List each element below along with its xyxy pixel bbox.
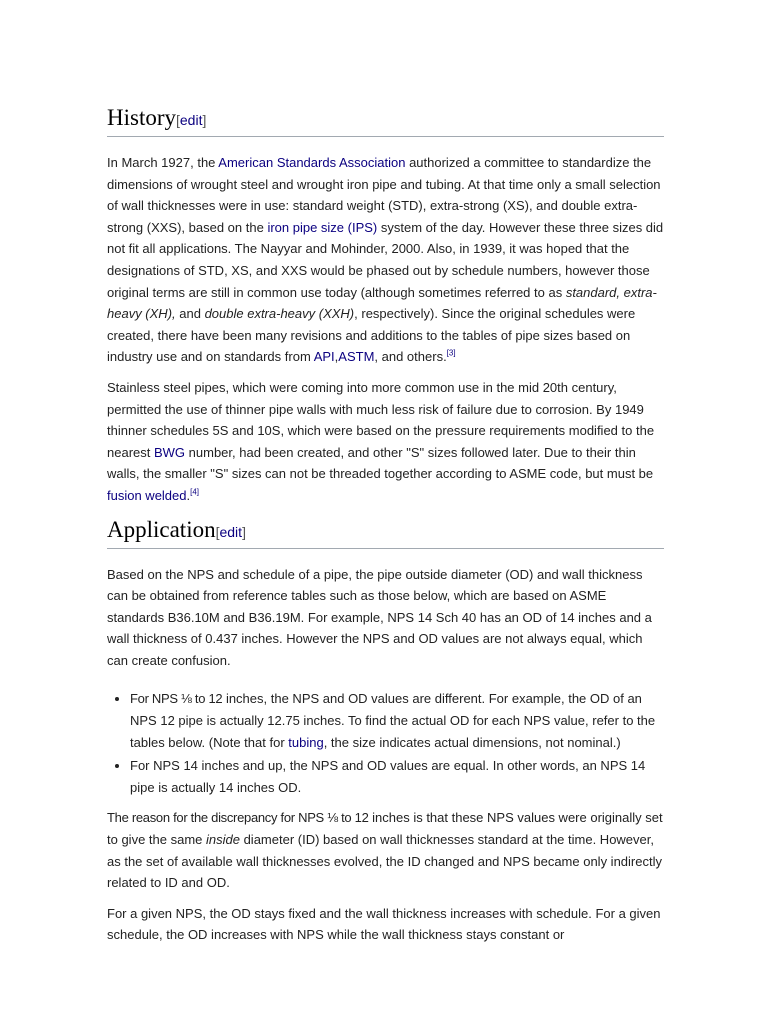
astm-link[interactable]: ASTM bbox=[338, 349, 375, 365]
application-heading-text: Application bbox=[107, 516, 216, 542]
fusion-welded-link[interactable]: fusion welded bbox=[107, 487, 187, 503]
history-heading bbox=[107, 104, 664, 137]
list-item: • For NPS ⅛ to 12 inches, the NPS and OD values are different. For example, the OD of an NPS 12 pipe is actually 12.75 inches. To find the actual OD for each NPS value, refer to the tables below. (Note that for tubing, the size indicates actual dimensions, not nominal.) bbox=[130, 688, 664, 753]
application-heading bbox=[107, 516, 664, 549]
history-paragraph-1: In March 1927, the American Standards Association authorized a committee to standardize the dimensions of wrought steel and wrought iron pipe and tubing. At that time only a small selection of wall thicknesses were in use: standard weight (STD), extra-strong (XS), and double extra-strong (XXS), based on the iron pipe size (IPS) system of the day. However these three sizes did not fit all applications. The Nayyar and Mohinder, 2000. Also, in 1939, it was hoped that the designations of STD, XS, and XXS would be phased out by schedule numbers, however those original terms are still in common use today (although sometimes referred to as standard, extra-heavy (XH), and double extra-heavy (XXH), respectively). Since the original schedules were created, there have been many revisions and additions to the tables of pipe sizes based on industry use and on standards from API,ASTM, and others.[3] bbox=[107, 155, 664, 365]
american-standards-association-link[interactable]: American Standards Association bbox=[218, 155, 406, 170]
list-item: • For NPS 14 inches and up, the NPS and OD values are equal. In other words, an NPS 14 pipe is actually 14 inches OD. bbox=[130, 755, 664, 798]
history-heading-text: History bbox=[107, 105, 176, 130]
application-paragraph-1: Based on the NPS and schedule of a pipe, the pipe outside diameter (OD) and wall thickness can be obtained from reference tables such as those below, which are based on ASME standards B36.10M and B36.19M. For example, NPS 14 Sch 40 has an OD of 14 inches and a wall thickness of 0.437 inches. However the NPS and OD values are not always equal, which can create confusion. bbox=[107, 566, 652, 668]
edit-section: [edit] bbox=[215, 523, 246, 540]
application-paragraph-3: For a given NPS, the OD stays fixed and the wall thickness increases with schedule. For a given schedule, the OD increases with NPS while the wall thickness stays constant or bbox=[107, 905, 661, 943]
history-paragraph-2: Stainless steel pipes, which were coming into more common use in the mid 20th century, permitted the use of thinner pipe walls with much less risk of failure due to corrosion. By 1949 thinner schedules 5S and 10S, which were based on the pressure requirements modified to the nearest BWG number, had been created, and other "S" sizes followed later. Due to their thin walls, the smaller "S" sizes can not be threaded together according to ASME code, but must be fusion welded.[4] bbox=[107, 379, 655, 503]
bwg-link[interactable]: BWG bbox=[153, 444, 186, 460]
edit-application-link[interactable]: edit bbox=[219, 523, 243, 540]
nps-od-list bbox=[107, 688, 664, 798]
edit-history-link[interactable]: edit bbox=[179, 112, 203, 128]
application-paragraph-2: The reason for the discrepancy for NPS ⅛ to 12 inches is that these NPS values were originally set to give the same inside diameter (ID) based on wall thicknesses standard at the time. However, as the set of available wall thicknesses evolved, the ID changed and NPS became only indirectly related to ID and OD. bbox=[107, 810, 663, 891]
edit-section: [edit] bbox=[176, 112, 207, 128]
iron-pipe-size-link[interactable]: iron pipe size (IPS) bbox=[267, 219, 378, 235]
article-content bbox=[107, 104, 664, 955]
reference-3[interactable]: [3] bbox=[446, 349, 456, 359]
tubing-link[interactable]: tubing bbox=[288, 734, 324, 750]
api-link[interactable]: API bbox=[313, 349, 335, 365]
reference-4[interactable]: [4] bbox=[190, 487, 200, 497]
